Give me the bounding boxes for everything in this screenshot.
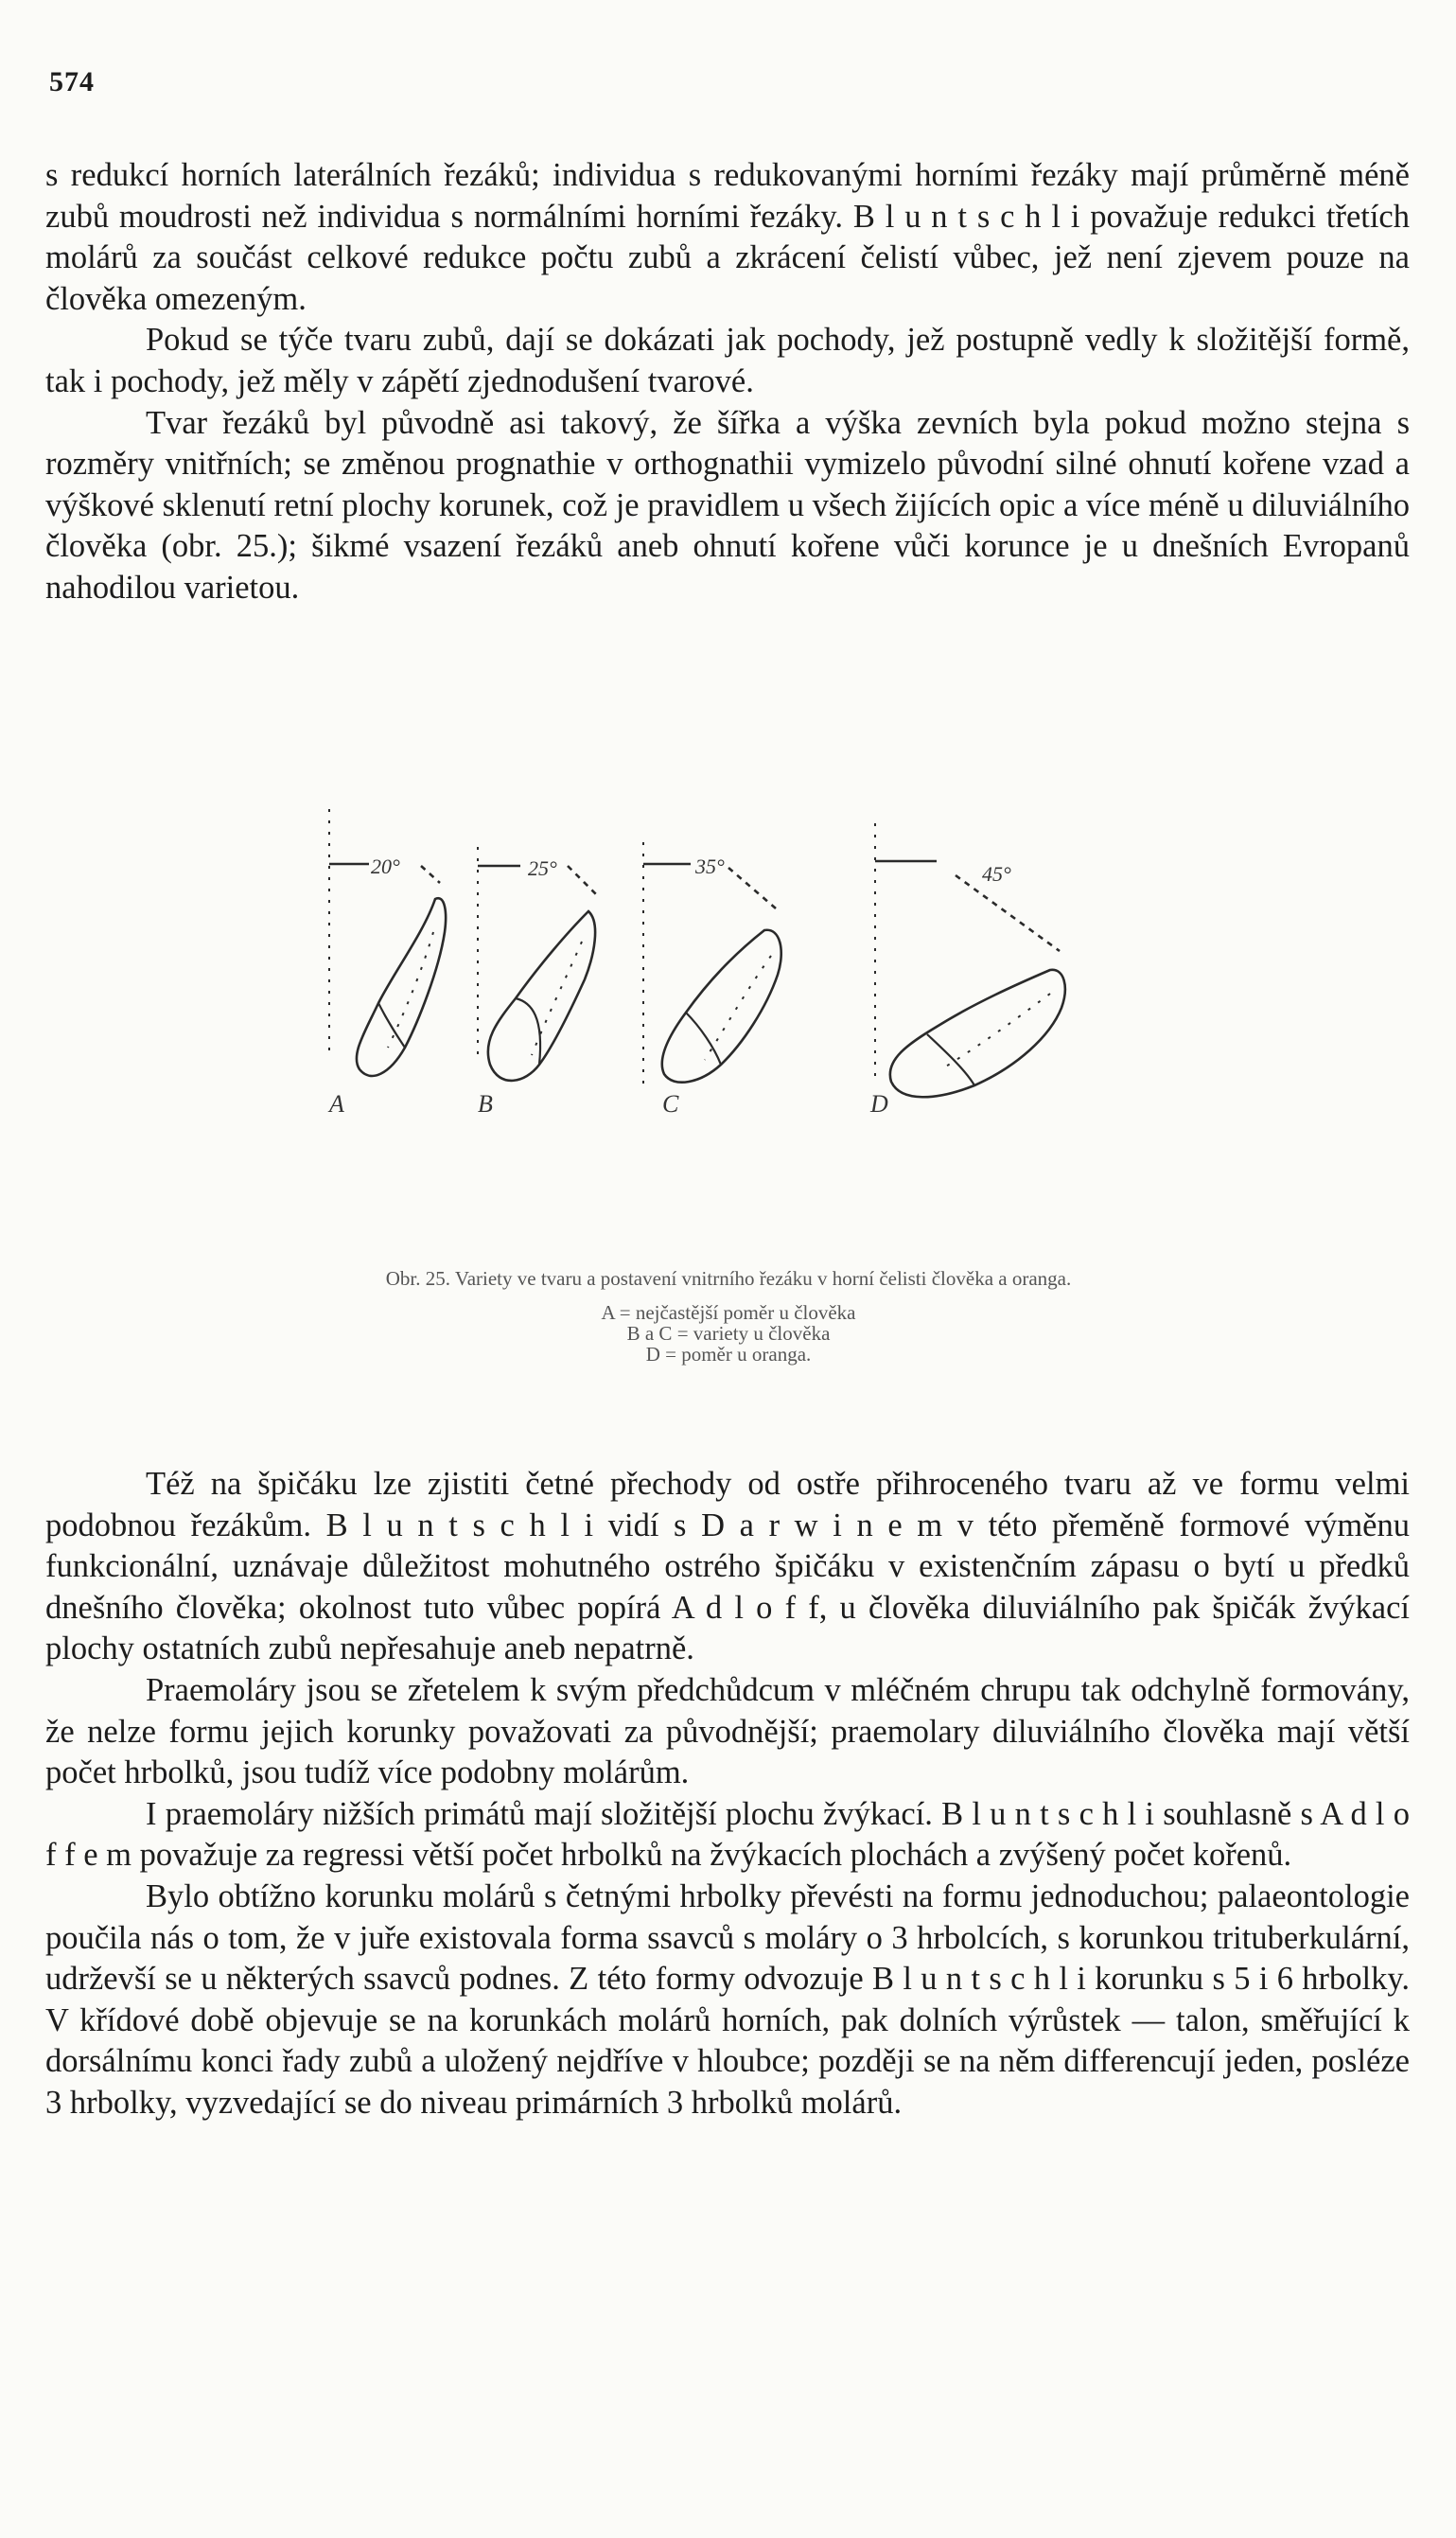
bottom-text-block bbox=[45, 1464, 1410, 2124]
figure-incisors bbox=[312, 800, 1183, 1121]
paragraph: Pokud se týče tvaru zubů, dají se dokázati jak pochody, jež postupně vedly k složitější formě, tak i pochody, jež měly v zápětí zjednodušení tvarové. bbox=[45, 322, 1410, 399]
tooth-a-drawing bbox=[329, 809, 446, 1076]
paragraph: Praemoláry jsou se zřetelem k svým předchůdcum v mléčném chrupu tak odchylně formovány, že nelze formu jejich korunky považovati za původnější; praemolary diluviálního člověka mají větší počet hrbolků, jsou tudíž více podobny molárům. bbox=[45, 1671, 1410, 1791]
paragraph: Bylo obtížno korunku molárů s četnými hrbolky převésti na formu jednoduchou; palaeontologie poučila nás o tom, že v juře existovala forma ssavců s moláry o 3 hrbolcích, s korunkou trituberkulární, udrževší se u některých ssavců podnes. Z této formy odvozuje B l u n t s c h l i korunku s 5 i 6 hrbolky. V křídové době objevuje se na korunkách molárů horních, pak dolních výrůstek — talon, směřující k dorsálnímu konci řady zubů a uložený nejdříve v hloubce; později se na něm differencují jeden, posléze 3 hrbolky, vyzvedající se do niveau primárních 3 hrbolků molárů. bbox=[45, 1877, 1410, 2121]
angle-label-b: 25° bbox=[528, 856, 557, 880]
paragraph: s redukcí horních laterálních řezáků; individua s redukovanými horními řezáky mají průměrně méně zubů moudrosti než individua s normálními horními řezáky. B l u n t s c h l i považuje redukci třetích molárů za součást celkové redukce počtu zubů a zkrácení čelistí vůbec, jež není zjevem pouze na člověka omezeným. bbox=[45, 157, 1410, 317]
legend-item: B a C = variety u člověka bbox=[626, 1322, 831, 1345]
page-number: 574 bbox=[49, 66, 95, 97]
paragraph: Tvar řezáků byl původně asi takový, že šířka a výška zevních byla pokud možno stejna s rozměry vnitřních; se změnou prognathie v orthognathii vymizelo původní silné ohnutí kořene vzad a výškové sklenutí retní plochy korunek, což je pravidlem u všech žijících opic a více méně u diluviálního člověka (obr. 25.); šikmé vsazení řezáků aneb ohnutí kořene vůči korunce je u dnešních Evropanů nahodilou varietou. bbox=[45, 404, 1410, 606]
tooth-letter-c: C bbox=[662, 1090, 679, 1118]
caption-title: Obr. 25. Variety ve tvaru a postavení vnitrního řezáku v horní čelisti člověka a oranga. bbox=[385, 1267, 1072, 1290]
tooth-letter-b: B bbox=[478, 1090, 493, 1118]
legend-item: A = nejčastější poměr u člověka bbox=[601, 1301, 856, 1324]
tooth-letter-d: D bbox=[870, 1090, 888, 1118]
tooth-letter-a: A bbox=[329, 1090, 344, 1118]
incisor-variety-diagram bbox=[312, 800, 1183, 1121]
tooth-c-drawing bbox=[643, 842, 781, 1084]
figure-caption bbox=[284, 1268, 1173, 1365]
paragraph: Též na špičáku lze zjistiti četné přechody od ostře přihroceného tvaru až ve formu velmi podobnou řezákům. B l u n t s c h l i vidí s D a r w i n e m v této přeměně formové výměnu funkcionální, uznávaje důležitost mohutného ostrého špičáku v existenčním zápasu o bytí u předků dnešního člověka; okolnost tuto vůbec popírá A d l o f f, u člověka diluviálního pak špičák žvýkací plochy ostatních zubů nepřesahuje aneb nepatrně. bbox=[45, 1466, 1410, 1667]
legend-item: D = poměr u oranga. bbox=[645, 1343, 812, 1366]
caption-legend bbox=[284, 1302, 1173, 1365]
top-text-block bbox=[45, 155, 1410, 609]
tooth-b-drawing bbox=[478, 847, 596, 1081]
paragraph: I praemoláry nižších primátů mají složitější plochu žvýkací. B l u n t s c h l i souhlasně s A d l o f f e m považuje za regressi větší počet hrbolků na žvýkacích plochách a zvýšený počet kořenů. bbox=[45, 1795, 1410, 1874]
angle-label-d: 45° bbox=[982, 862, 1011, 886]
angle-label-c: 35° bbox=[695, 855, 725, 878]
angle-label-a: 20° bbox=[371, 855, 400, 878]
tooth-d-drawing bbox=[875, 823, 1065, 1097]
